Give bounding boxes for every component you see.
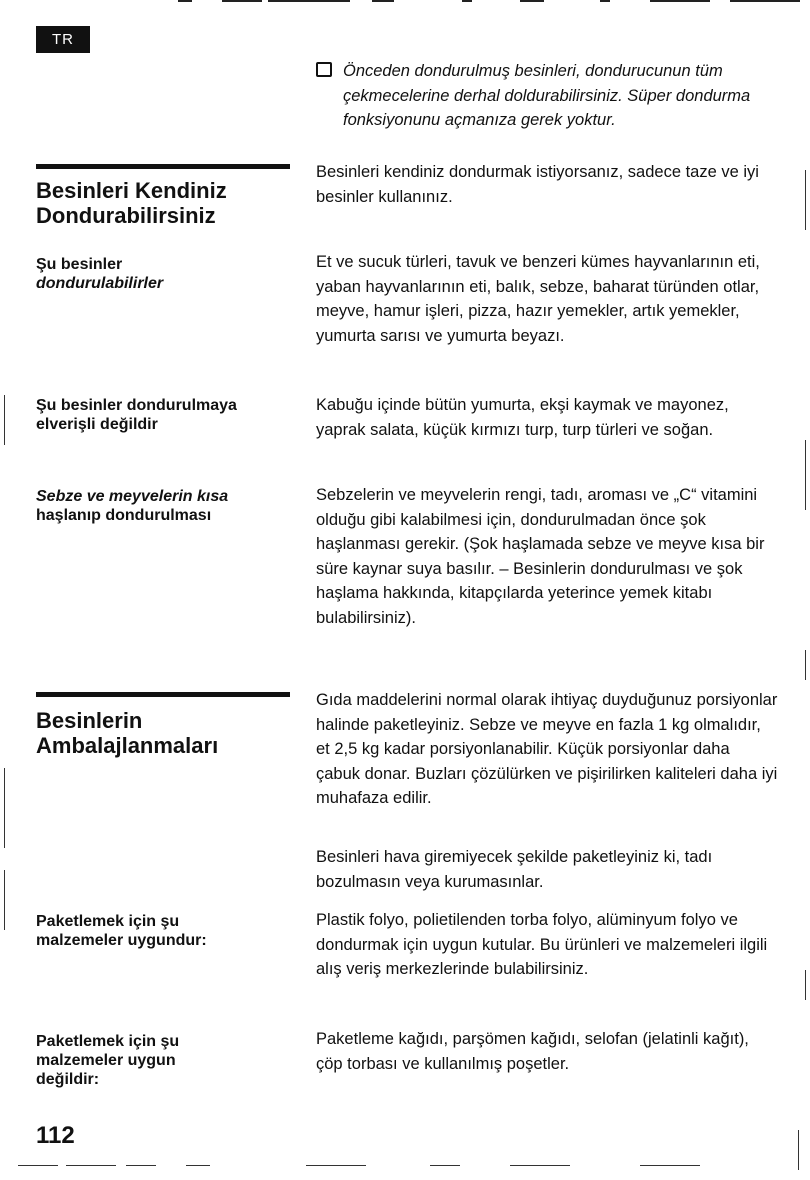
can-freeze-text: Et ve sucuk türleri, tavuk ve benzeri kümes hayvanlarının eti, yaban hayvanlarının eti, balık, sebze, baharat türünden otlar, meyve, hamur işleri, pizza, hazır yemekler, artık yemekler, yumurta sarısı ve yumurta beyazı. — [316, 253, 760, 345]
section-title — [36, 708, 296, 758]
scan-artifact — [18, 1165, 58, 1166]
scan-artifact — [372, 0, 394, 2]
scan-artifact — [510, 1165, 570, 1166]
side-heading — [36, 487, 296, 525]
scan-artifact — [798, 1130, 799, 1170]
scan-artifact — [306, 1165, 366, 1166]
side-heading — [36, 912, 296, 950]
side-heading-line: Şu besinler dondurulmaya — [36, 397, 237, 414]
side-heading-line: Paketlemek için şu — [36, 1033, 180, 1050]
side-heading-line: haşlanıp dondurulması — [36, 507, 212, 524]
packaging-paragraph: Besinleri hava giremiyecek şekilde paketleyiniz ki, tadı bozulmasın veya kurumasınlar. — [316, 848, 713, 891]
side-heading — [36, 396, 296, 434]
scan-artifact — [805, 170, 806, 230]
scan-artifact — [640, 1165, 700, 1166]
section-title-line: Besinleri Kendiniz — [36, 178, 227, 203]
checkbox-bullet-icon — [316, 62, 332, 77]
side-heading — [36, 1032, 296, 1089]
scan-artifact — [4, 870, 5, 930]
scan-artifact — [268, 0, 350, 2]
section-rule — [36, 692, 290, 697]
scan-artifact — [126, 1165, 156, 1166]
side-heading-line: elverişli değildir — [36, 416, 158, 433]
scan-artifact — [650, 0, 710, 2]
scan-artifact — [430, 1165, 460, 1166]
section-title-line: Dondurabilirsiniz — [36, 203, 216, 228]
scan-artifact — [730, 0, 800, 2]
section-intro-text: Besinleri kendiniz dondurmak istiyorsanız, sadece taze ve iyi besinler kullanınız. — [316, 163, 759, 206]
section-rule — [36, 164, 290, 169]
scan-artifact — [178, 0, 192, 2]
side-heading-line: malzemeler uygun — [36, 1052, 176, 1069]
intro-note — [316, 59, 778, 133]
section-title-line: Ambalajlanmaları — [36, 733, 219, 758]
suitable-materials-text: Plastik folyo, polietilenden torba folyo, alüminyum folyo ve dondurmak için uygun kutular. Bu ürünleri ve malzemeleri ilgili alış veriş merkezlerinde bulabilirsiniz. — [316, 911, 768, 978]
intro-note-text: Önceden dondurulmuş besinleri, dondurucunun tüm çekmecelerine derhal doldurabilirsiniz. Süper dondurma fonksiyonunu açmanıza gerek yoktur. — [343, 62, 751, 129]
side-heading-line: malzemeler uygundur: — [36, 932, 207, 949]
scan-artifact — [805, 650, 806, 680]
side-heading — [36, 255, 296, 293]
scan-artifact — [222, 0, 262, 2]
scan-artifact — [805, 440, 806, 510]
blanch-text: Sebzelerin ve meyvelerin rengi, tadı, aroması ve „C“ vitamini olduğu gibi kalabilmesi için, dondurulmadan önce şok haşlanması gerekir. (Şok haşlamada sebze ve meyve kısa bir süre kaynar suya basılır. – Besinlerin dondurulması ve şok haşlama hakkında, kitapçılarda yeterince yemek kitabı bulabilirsiniz). — [316, 486, 765, 627]
section-title — [36, 178, 296, 228]
unsuitable-materials-text: Paketleme kağıdı, parşömen kağıdı, selofan (jelatinli kağıt), çöp torbası ve kullanılmış poşetler. — [316, 1030, 749, 1073]
not-suitable-text: Kabuğu içinde bütün yumurta, ekşi kaymak ve mayonez, yaprak salata, küçük kırmızı turp, turp türleri ve soğan. — [316, 396, 729, 439]
scan-artifact — [186, 1165, 210, 1166]
scan-artifact — [805, 970, 806, 1000]
side-heading-line: Şu besinler — [36, 256, 123, 273]
scan-artifact — [462, 0, 472, 2]
section-title-line: Besinlerin — [36, 708, 143, 733]
side-heading-line: Paketlemek için şu — [36, 913, 180, 930]
side-heading-line: dondurulabilirler — [36, 275, 164, 292]
scan-artifact — [4, 768, 5, 848]
scan-artifact — [4, 395, 5, 445]
side-heading-line: değildir: — [36, 1071, 100, 1088]
scan-artifact — [520, 0, 544, 2]
scan-artifact — [66, 1165, 116, 1166]
language-badge: TR — [36, 26, 90, 53]
packaging-paragraph: Gıda maddelerini normal olarak ihtiyaç duyduğunuz porsiyonlar halinde paketleyiniz. Sebze ve meyve en fazla 1 kg olmalıdır, et 2,5 kg kadar porsiyonlanabilir. Küçük porsiyonlar daha çabuk donar. Buzları çözülürken ve pişirilirken kaliteleri daha iyi muhafaza edilir. — [316, 691, 778, 807]
side-heading-line: Sebze ve meyvelerin kısa — [36, 488, 229, 505]
scan-artifact — [600, 0, 610, 2]
page-number: 112 — [36, 1122, 75, 1149]
